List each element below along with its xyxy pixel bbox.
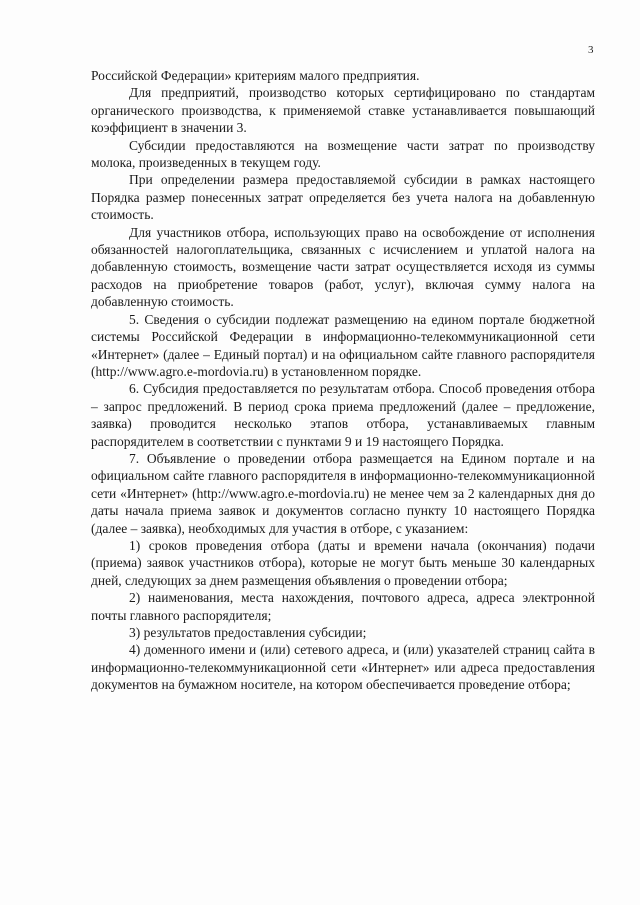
list-item-4: 4) доменного имени и (или) сетевого адреса, и (или) указателей страниц сайта в информационно-телекоммуникационной сети «Интернет» или адреса предоставления документов на бумажном носителе, на котором обеспечивается проведение отбора; <box>91 642 595 693</box>
list-item-1: 1) сроков проведения отбора (даты и времени начала (окончания) подачи (приема) заявок участников отбора), которые не могут быть меньше 30 календарных дней, следующих за днем размещения объявления о проведении отбора; <box>91 537 595 588</box>
paragraph-organic-coefficient: Для предприятий, производство которых сертифицировано по стандартам органического производства, к применяемой ставке устанавливается повышающий коэффициент в значении 3. <box>91 85 595 136</box>
page-number: 3 <box>588 44 594 56</box>
paragraph-item-6: 6. Субсидия предоставляется по результатам отбора. Способ проведения отбора – запрос предложений. В период срока приема предложений (далее – предложение, заявка) проводится несколько этапов отбора, устанавливаемых главным распорядителем в соответствии с пунктами 9 и 19 настоящего Порядка. <box>91 381 595 449</box>
paragraph-item-5: 5. Сведения о субсидии подлежат размещению на едином портале бюджетной системы Российской Федерации в информационно-телекоммуникационной сети «Интернет» (далее – Единый портал) и на официальном сайте главного распорядителя (http://www.agro.e-mordovia.ru) в установленном порядке. <box>91 311 595 379</box>
list-item-2: 2) наименования, места нахождения, почтового адреса, адреса электронной почты главного распорядителя; <box>91 590 595 623</box>
paragraph-milk-costs: Субсидии предоставляются на возмещение части затрат по производству молока, произведенных в текущем году. <box>91 137 595 171</box>
list-item-3: 3) результатов предоставления субсидии; <box>129 625 367 640</box>
paragraph-item-7: 7. Объявление о проведении отбора размещается на Едином портале и на официальном сайте главного распорядителя в информационно-телекоммуникационной сети «Интернет» (http://www.agro.e-mordovia.ru) не менее чем за 2 календарных дня до даты начала приема заявок и документов согласно пункту 10 настоящего Порядка (далее – заявка), необходимых для участия в отборе, с указанием: <box>91 450 595 536</box>
document-body <box>91 67 595 694</box>
paragraph-vat-exempt: Для участников отбора, использующих право на освобождение от исполнения обязанностей налогоплательщика, связанных с исчислением и уплатой налога на добавленную стоимость, возмещение части затрат осуществляется исходя из суммы расходов на приобретение товаров (работ, услуг), включая сумму налога на добавленную стоимость. <box>91 224 595 310</box>
paragraph-continuation: Российской Федерации» критериям малого предприятия. <box>91 68 420 83</box>
paragraph-vat-excluded: При определении размера предоставляемой субсидии в рамках настоящего Порядка размер понесенных затрат определяется без учета налога на добавленную стоимость. <box>91 172 595 223</box>
